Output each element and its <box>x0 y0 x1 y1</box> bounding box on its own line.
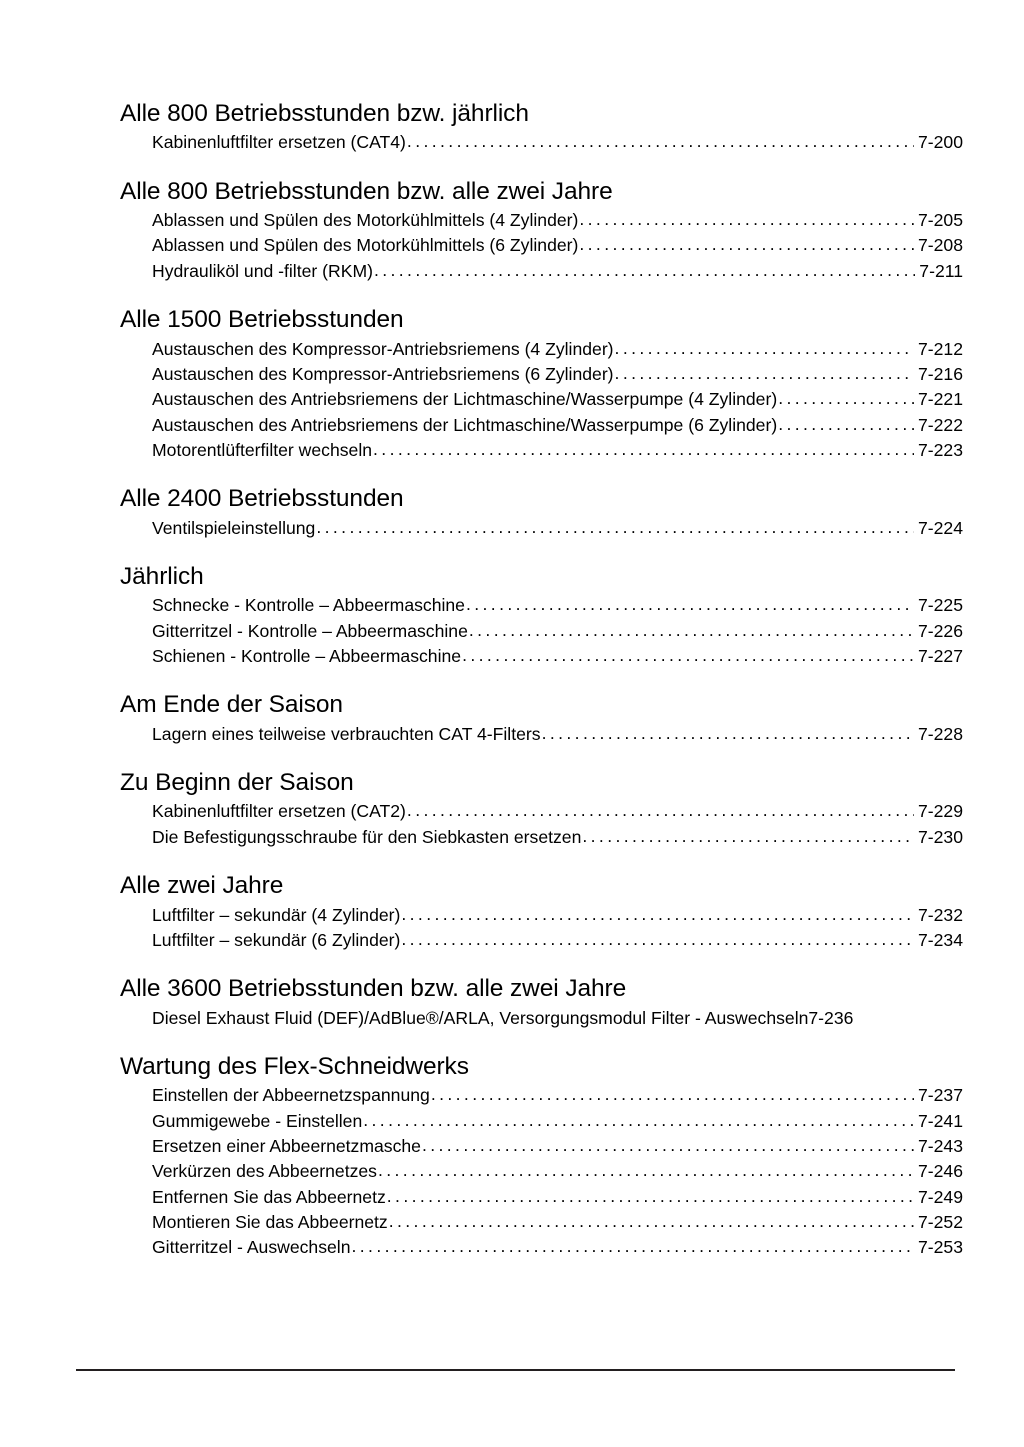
toc-entry-page-number: 7-252 <box>918 1211 963 1232</box>
toc-entry-list <box>120 593 963 669</box>
toc-dot-leader <box>352 1235 915 1259</box>
toc-entry-page-number: 7-237 <box>918 1085 963 1106</box>
toc-section-heading: Jährlich <box>120 562 204 590</box>
toc-entry[interactable] <box>152 799 963 824</box>
toc-dot-leader <box>373 438 914 462</box>
toc-section <box>120 178 963 284</box>
toc-section <box>120 1053 963 1261</box>
table-of-contents <box>120 100 963 1283</box>
toc-entry-title: Entfernen Sie das Abbeernetz <box>152 1186 386 1207</box>
toc-dot-leader <box>407 130 914 154</box>
toc-entry-list <box>120 130 963 155</box>
toc-entry-page-number: 7-205 <box>918 210 963 231</box>
toc-entry-title: Gummigewebe - Einstellen <box>152 1110 363 1131</box>
toc-entry[interactable] <box>152 1134 963 1159</box>
toc-entry-page-number: 7-229 <box>918 801 963 822</box>
toc-entry-title: Gitterritzel - Kontrolle – Abbeermaschine <box>152 620 468 641</box>
toc-entry[interactable] <box>152 1083 963 1108</box>
toc-entry[interactable] <box>152 722 963 747</box>
toc-dot-leader <box>778 387 914 411</box>
toc-section <box>120 691 963 747</box>
toc-entry-title: Diesel Exhaust Fluid (DEF)/AdBlue®/ARLA, Versorgungsmodul Filter - Auswechseln <box>152 1007 809 1028</box>
toc-entry-title: Luftfilter – sekundär (4 Zylinder) <box>152 904 401 925</box>
toc-entry-title: Ersetzen einer Abbeernetzmasche <box>152 1135 421 1156</box>
toc-entry-title: Ablassen und Spülen des Motorkühlmittels (4 Zylinder) <box>152 210 579 231</box>
toc-entry-page-number: 7-227 <box>918 645 963 666</box>
toc-entry-title: Hydrauliköl und -filter (RKM) <box>152 260 373 281</box>
toc-dot-leader <box>582 825 914 849</box>
toc-entry[interactable] <box>152 337 963 362</box>
toc-dot-leader <box>542 722 914 746</box>
toc-dot-leader <box>389 1210 914 1234</box>
toc-dot-leader <box>579 208 914 232</box>
toc-entry[interactable] <box>152 1109 963 1134</box>
toc-entry-page-number: 7-224 <box>918 517 963 538</box>
toc-entry-title: Kabinenluftfilter ersetzen (CAT4) <box>152 132 406 153</box>
toc-entry[interactable] <box>152 259 963 284</box>
toc-entry-page-number: 7-225 <box>918 595 963 616</box>
toc-entry-title: Luftfilter – sekundär (6 Zylinder) <box>152 929 401 950</box>
toc-entry-title: Schnecke - Kontrolle – Abbeermaschine <box>152 595 465 616</box>
toc-entry-page-number: 7-236 <box>808 1007 854 1028</box>
toc-entry[interactable] <box>152 438 963 463</box>
toc-entry-title: Kabinenluftfilter ersetzen (CAT2) <box>152 801 406 822</box>
toc-entry[interactable] <box>152 1185 963 1210</box>
toc-entry-page-number: 7-253 <box>918 1237 963 1258</box>
toc-entry-page-number: 7-243 <box>918 1135 963 1156</box>
toc-entry-page-number: 7-212 <box>918 338 963 359</box>
toc-dot-leader <box>615 337 914 361</box>
toc-entry-list <box>120 1006 963 1031</box>
toc-dot-leader <box>374 259 915 283</box>
toc-entry[interactable] <box>152 1210 963 1235</box>
toc-section-heading: Alle 3600 Betriebsstunden bzw. alle zwei Jahre <box>120 975 627 1003</box>
toc-entry-page-number: 7-222 <box>918 414 963 435</box>
toc-entry-page-number: 7-241 <box>918 1110 963 1131</box>
toc-section <box>120 100 963 156</box>
toc-dot-leader <box>316 516 914 540</box>
toc-section-heading: Alle 1500 Betriebsstunden <box>120 306 404 334</box>
toc-entry-list <box>120 337 963 464</box>
toc-entry[interactable] <box>152 233 963 258</box>
toc-entry[interactable] <box>152 619 963 644</box>
toc-entry-page-number: 7-211 <box>919 260 963 281</box>
toc-dot-leader <box>778 413 914 437</box>
toc-entry-title: Austauschen des Antriebsriemens der Lichtmaschine/Wasserpumpe (4 Zylinder) <box>152 389 778 410</box>
toc-dot-leader <box>466 593 914 617</box>
toc-dot-leader <box>469 619 914 643</box>
toc-section <box>120 975 963 1031</box>
toc-entry[interactable] <box>152 208 963 233</box>
toc-section-heading: Alle zwei Jahre <box>120 872 284 900</box>
toc-entry-page-number: 7-249 <box>918 1186 963 1207</box>
toc-entry-list <box>120 516 963 541</box>
toc-entry-list <box>120 208 963 284</box>
toc-dot-leader <box>579 233 914 257</box>
toc-entry[interactable] <box>152 1006 963 1031</box>
toc-entry-page-number: 7-230 <box>918 826 963 847</box>
toc-entry-title: Die Befestigungsschraube für den Siebkasten ersetzen <box>152 826 582 847</box>
toc-dot-leader <box>431 1083 914 1107</box>
toc-entry-title: Schienen - Kontrolle – Abbeermaschine <box>152 645 462 666</box>
toc-section-heading: Alle 800 Betriebsstunden bzw. jährlich <box>120 100 529 127</box>
toc-entry-title: Austauschen des Kompressor-Antriebsriemens (6 Zylinder) <box>152 363 614 384</box>
toc-entry[interactable] <box>152 516 963 541</box>
toc-entry[interactable] <box>152 644 963 669</box>
toc-section-heading: Alle 800 Betriebsstunden bzw. alle zwei Jahre <box>120 177 613 205</box>
toc-entry-title: Montieren Sie das Abbeernetz <box>152 1211 388 1232</box>
toc-entry-title: Lagern eines teilweise verbrauchten CAT 4-Filters <box>152 723 541 744</box>
toc-entry-page-number: 7-234 <box>918 929 963 950</box>
toc-entry[interactable] <box>152 825 963 850</box>
toc-entry-page-number: 7-216 <box>918 363 963 384</box>
toc-dot-leader <box>387 1185 914 1209</box>
toc-dot-leader <box>363 1109 914 1133</box>
toc-entry[interactable] <box>152 413 963 438</box>
toc-entry-title: Motorentlüfterfilter wechseln <box>152 439 373 460</box>
toc-dot-leader <box>407 799 914 823</box>
toc-entry-page-number: 7-226 <box>918 620 963 641</box>
toc-entry[interactable] <box>152 903 963 928</box>
toc-section <box>120 563 963 669</box>
toc-entry-page-number: 7-200 <box>918 132 963 153</box>
toc-dot-leader <box>462 644 914 668</box>
toc-entry-title: Einstellen der Abbeernetzspannung <box>152 1085 430 1106</box>
toc-entry-title: Gitterritzel - Auswechseln <box>152 1237 351 1258</box>
toc-section-heading: Am Ende der Saison <box>120 691 343 719</box>
toc-dot-leader <box>401 903 914 927</box>
toc-entry-title: Austauschen des Antriebsriemens der Lichtmaschine/Wasserpumpe (6 Zylinder) <box>152 414 778 435</box>
toc-entry-title: Ablassen und Spülen des Motorkühlmittels (6 Zylinder) <box>152 235 579 256</box>
toc-entry-title: Austauschen des Kompressor-Antriebsriemens (4 Zylinder) <box>152 338 614 359</box>
toc-entry[interactable] <box>152 362 963 387</box>
toc-section <box>120 872 963 953</box>
toc-entry-page-number: 7-208 <box>918 235 963 256</box>
toc-section-heading: Zu Beginn der Saison <box>120 769 354 797</box>
toc-entry-list <box>120 722 963 747</box>
toc-section <box>120 306 963 463</box>
toc-entry-page-number: 7-228 <box>918 723 963 744</box>
toc-dot-leader <box>401 928 914 952</box>
footer-divider <box>76 1369 955 1371</box>
toc-section-heading: Alle 2400 Betriebsstunden <box>120 485 404 513</box>
toc-entry[interactable] <box>152 928 963 953</box>
toc-dot-leader <box>378 1159 914 1183</box>
toc-entry[interactable] <box>152 593 963 618</box>
toc-section <box>120 485 963 541</box>
toc-section <box>120 769 963 850</box>
toc-entry-title: Verkürzen des Abbeernetzes <box>152 1161 377 1182</box>
toc-entry-list <box>120 1083 963 1260</box>
toc-entry-page-number: 7-232 <box>918 904 963 925</box>
toc-entry[interactable] <box>152 1159 963 1184</box>
toc-entry[interactable] <box>152 387 963 412</box>
toc-entry-title: Ventilspieleinstellung <box>152 517 316 538</box>
toc-entry[interactable] <box>152 130 963 155</box>
toc-section-heading: Wartung des Flex-Schneidwerks <box>120 1052 469 1080</box>
toc-dot-leader <box>615 362 914 386</box>
toc-entry-list <box>120 903 963 954</box>
toc-entry[interactable] <box>152 1235 963 1260</box>
toc-entry-page-number: 7-221 <box>918 389 963 410</box>
toc-entry-page-number: 7-223 <box>918 439 963 460</box>
toc-entry-list <box>120 799 963 850</box>
toc-dot-leader <box>422 1134 914 1158</box>
toc-entry-page-number: 7-246 <box>918 1161 963 1182</box>
